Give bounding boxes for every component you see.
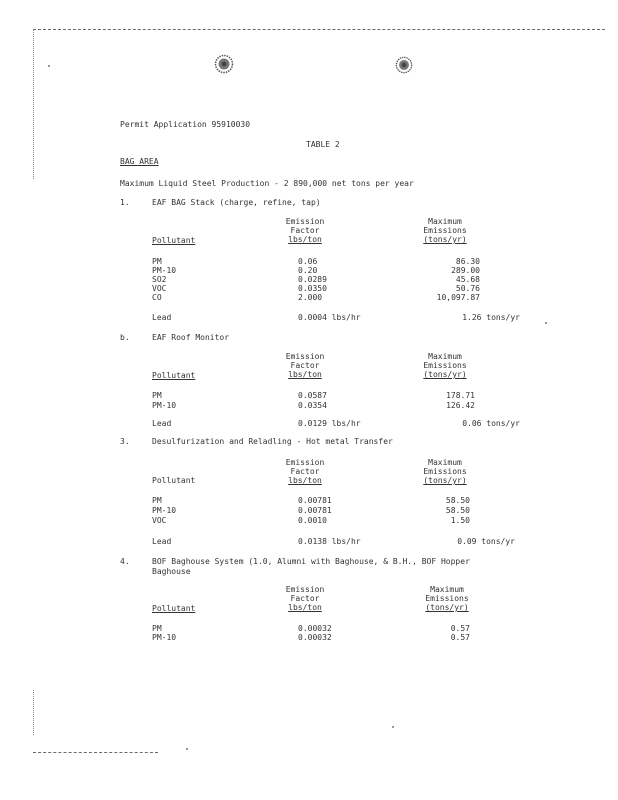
permit-application-line: Permit Application 95910030 xyxy=(120,120,251,129)
section-title: Desulfurization and Reladling - Hot metal Transfer xyxy=(152,437,393,446)
section-title: BOF Baghouse System (1.0, Alumni with Baghouse, & B.H., BOF Hopper xyxy=(152,557,470,566)
seal-left-icon xyxy=(214,54,234,74)
emission-column-header: Maximum Emissions (tons/yr) xyxy=(423,458,467,485)
seal-right-icon xyxy=(395,56,413,74)
pollutant-column-header: Pollutant xyxy=(152,371,196,380)
scan-border-bottom xyxy=(33,752,158,753)
scan-border-top xyxy=(33,29,605,30)
factor-column-header: Emission Factor lbs/ton xyxy=(285,585,325,612)
factor-column-header: Emission Factor lbs/ton xyxy=(285,217,325,244)
emission-column-header: Maximum Emissions (tons/yr) xyxy=(423,352,467,379)
section-title: EAF BAG Stack (charge, refine, tap) xyxy=(152,198,321,207)
scan-border-left-lower xyxy=(33,690,34,735)
emission-column-header: Maximum Emissions (tons/yr) xyxy=(425,585,469,612)
pollutant-column-header: Pollutant xyxy=(152,476,196,485)
section-number: 3. xyxy=(120,437,130,446)
max-throughput-line: Maximum Liquid Steel Production - 2 890,000 net tons per year xyxy=(120,179,414,188)
scan-speck xyxy=(392,726,394,728)
section-number: 4. xyxy=(120,557,130,566)
table-label: TABLE 2 xyxy=(306,140,340,149)
emission-column-header: Maximum Emissions (tons/yr) xyxy=(423,217,467,244)
scan-speck xyxy=(186,748,188,750)
section-number: b. xyxy=(120,333,130,342)
section-number: 1. xyxy=(120,198,130,207)
factor-column-header: Emission Factor lbs/ton xyxy=(285,458,325,485)
scan-speck xyxy=(48,65,50,67)
pollutant-column-header: Pollutant xyxy=(152,236,196,245)
section-heading: BAG AREA xyxy=(120,157,159,166)
pollutant-column-header: Pollutant xyxy=(152,604,196,613)
section-title: EAF Roof Monitor xyxy=(152,333,230,342)
section-title-line2: Baghouse xyxy=(152,567,191,576)
factor-column-header: Emission Factor lbs/ton xyxy=(285,352,325,379)
scan-border-left xyxy=(33,29,34,179)
scan-speck xyxy=(545,322,547,324)
